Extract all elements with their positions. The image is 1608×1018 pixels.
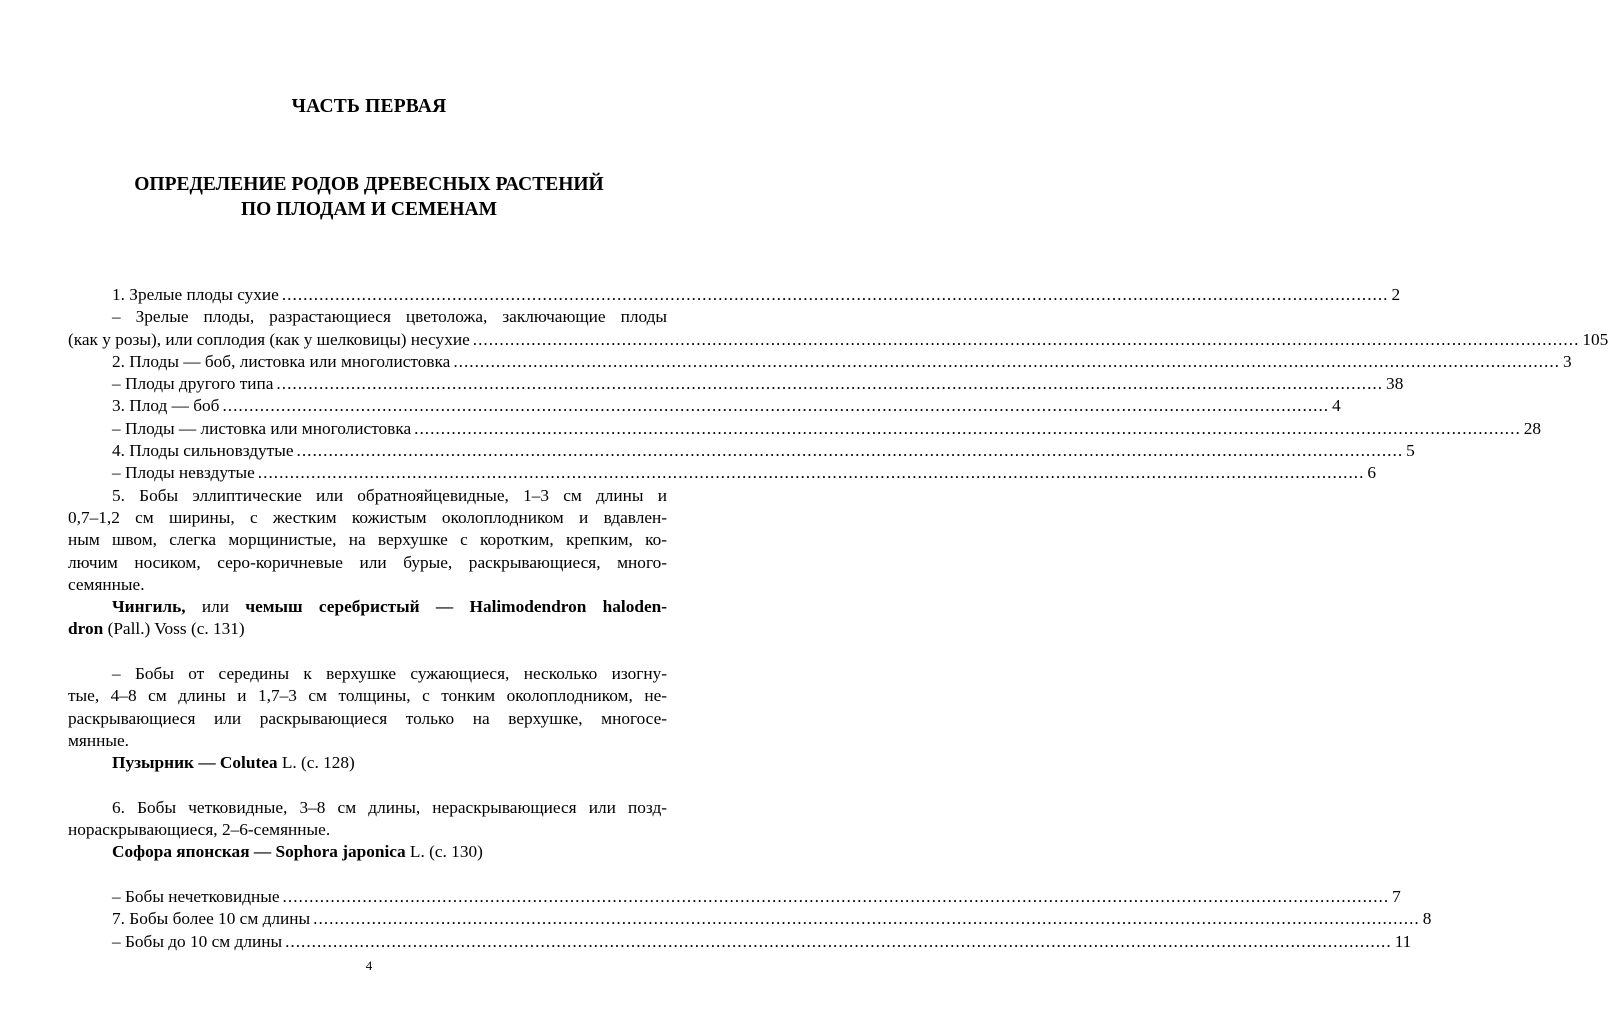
species-colutea bbox=[68, 752, 667, 774]
spacer bbox=[68, 775, 667, 797]
key-entry-5b-line-3: раскрывающиеся или раскрывающиеся только на верхушке, многосе- bbox=[68, 708, 667, 728]
key-entry-7b bbox=[68, 931, 1412, 953]
entry-page-ref: 38 bbox=[1386, 374, 1404, 394]
entry-page-ref: 11 bbox=[1394, 931, 1412, 951]
key-entry-7 bbox=[68, 908, 1432, 930]
entry-text: – Бобы до 10 см длины bbox=[112, 931, 283, 951]
leader-dots: ................................................................................................................................................................................................................ bbox=[282, 887, 1390, 907]
entry-page-ref: 6 bbox=[1367, 463, 1377, 483]
species-latin-cont: dron bbox=[68, 619, 104, 639]
leader-dots: ................................................................................................................................................................................................................ bbox=[296, 441, 1404, 461]
key-entry-6-line-2: нораскрывающиеся, 2–6-семянные. bbox=[68, 820, 331, 840]
key-entry-3 bbox=[68, 395, 1341, 417]
species-name: Чингиль, bbox=[112, 597, 186, 617]
entry-text: (как у розы), или соплодия (как у шелковицы) несухие bbox=[68, 329, 470, 349]
leader-dots: ................................................................................................................................................................................................................ bbox=[257, 463, 1365, 483]
leader-dots: ................................................................................................................................................................................................................ bbox=[285, 931, 1392, 951]
entry-text: 2. Плоды — боб, листовка или многолистовка bbox=[112, 351, 451, 371]
species-latin: чемыш серебристый — Halimodendron haloden- bbox=[245, 597, 667, 617]
key-entry-6-line-1: 6. Бобы четковидные, 3–8 см длины, нераскрывающиеся или позд- bbox=[112, 797, 667, 817]
species-author-ref: L. (с. 130) bbox=[409, 842, 483, 862]
key-entry-5-line-5: семянные. bbox=[68, 574, 145, 594]
leader-dots: ................................................................................................................................................................................................................ bbox=[222, 396, 1330, 416]
entry-text: 3. Плод — боб bbox=[112, 396, 220, 416]
section-title-line-1: ОПРЕДЕЛЕНИЕ РОДОВ ДРЕВЕСНЫХ РАСТЕНИЙ bbox=[134, 174, 604, 195]
key-entry-5b-line-4: мянные. bbox=[68, 730, 129, 750]
species-name: Софора японская — Sophora japonica bbox=[112, 842, 406, 862]
part-title: ЧАСТЬ ПЕРВАЯ bbox=[291, 96, 447, 117]
spacer bbox=[68, 864, 667, 886]
spacer bbox=[68, 641, 667, 663]
leader-dots: ................................................................................................................................................................................................................ bbox=[313, 909, 1420, 929]
key-entry-4b bbox=[68, 462, 1377, 484]
key-entry-6b bbox=[68, 886, 1401, 908]
entry-page-ref: 28 bbox=[1523, 418, 1542, 438]
entry-text: 1. Зрелые плоды сухие bbox=[112, 285, 279, 304]
entry-text: 7. Бобы более 10 см длины bbox=[112, 909, 311, 929]
section-title-line-2: ПО ПЛОДАМ И СЕМЕНАМ bbox=[240, 199, 498, 220]
leader-dots: ................................................................................................................................................................................................................ bbox=[453, 351, 1560, 371]
entry-page-ref: 7 bbox=[1392, 887, 1401, 907]
species-sophora bbox=[68, 841, 667, 863]
key-entry-5-line-3: ным швом, слегка морщинистые, на верхушке с коротким, крепким, ко- bbox=[68, 530, 667, 550]
section-title bbox=[0, 172, 738, 222]
leader-dots: ................................................................................................................................................................................................................ bbox=[472, 329, 1580, 349]
key-entry-1 bbox=[68, 284, 1401, 306]
entry-text: – Плоды невздутые bbox=[112, 463, 255, 483]
key-entry-1b-line-2 bbox=[68, 329, 1608, 351]
entry-page-ref: 5 bbox=[1406, 441, 1415, 461]
species-author-ref: (Pall.) Voss (с. 131) bbox=[107, 619, 245, 639]
entry-page-ref: 4 bbox=[1332, 396, 1341, 416]
page-number: 4 bbox=[365, 958, 373, 973]
key-entry-3b bbox=[68, 418, 1542, 440]
entry-text: – Бобы нечетковидные bbox=[112, 887, 280, 907]
species-name: Пузырник — Colutea bbox=[112, 753, 278, 773]
key-entry-2b bbox=[68, 373, 1404, 395]
key-entry-1b-line-1: – Зрелые плоды, разрастающиеся цветоложа, заключающие плоды bbox=[112, 307, 667, 327]
entry-text: – Плоды — листовка или многолистовка bbox=[112, 418, 412, 438]
species-or: или bbox=[201, 597, 230, 617]
leader-dots: ................................................................................................................................................................................................................ bbox=[276, 374, 1384, 394]
entry-text: 4. Плоды сильновздутые bbox=[112, 441, 294, 461]
key-content bbox=[68, 284, 1608, 953]
key-entry-5-line-4: лючим носиком, серо-коричневые или бурые, раскрывающиеся, много- bbox=[68, 552, 667, 572]
key-entry-5b-line-1: – Бобы от середины к верхушке сужающиеся, несколько изогну- bbox=[112, 664, 667, 684]
leader-dots: ................................................................................................................................................................................................................ bbox=[414, 418, 1521, 438]
entry-text: – Плоды другого типа bbox=[112, 374, 274, 394]
species-halimodendron-line-2 bbox=[68, 618, 667, 640]
entry-page-ref: 105 bbox=[1582, 329, 1608, 349]
entry-page-ref: 8 bbox=[1422, 909, 1432, 929]
key-entry-4 bbox=[68, 440, 1415, 462]
key-entry-2 bbox=[68, 351, 1572, 373]
key-entry-5-line-2: 0,7–1,2 см ширины, с жестким кожистым околоплодником и вдавлен- bbox=[68, 507, 667, 527]
leader-dots: ................................................................................................................................................................................................................ bbox=[281, 285, 1389, 304]
entry-page-ref: 3 bbox=[1562, 351, 1572, 371]
entry-page-ref: 2 bbox=[1391, 285, 1401, 304]
species-author-ref: L. (с. 128) bbox=[281, 753, 355, 773]
species-halimodendron-line-1 bbox=[68, 596, 667, 618]
key-entry-5b-line-2: тые, 4–8 см длины и 1,7–3 см толщины, с тонким околоплодником, не- bbox=[68, 686, 667, 706]
key-entry-5-line-1: 5. Бобы эллиптические или обратнояйцевидные, 1–3 см длины и bbox=[112, 485, 667, 505]
